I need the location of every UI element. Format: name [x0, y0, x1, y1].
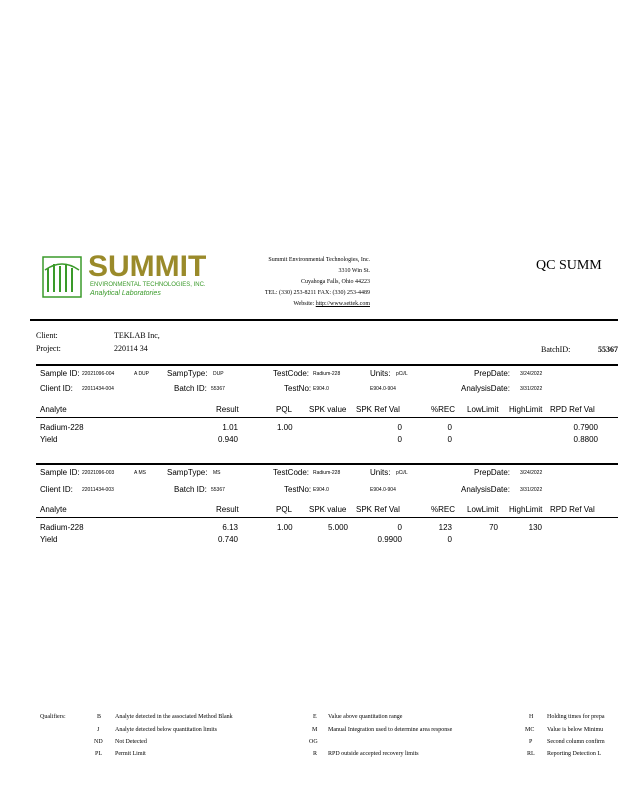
qualifier-code: B — [97, 714, 102, 720]
testno-value-2: E904.0-904 — [370, 487, 396, 493]
rec-cell: 0 — [447, 435, 452, 444]
qualifier-code: PL — [95, 751, 103, 757]
qualifier-text: Analyte detected below quantitation limits — [115, 727, 217, 733]
prepdate-label: PrepDate: — [474, 369, 511, 378]
testcode-label: TestCode: — [273, 468, 310, 477]
spkref-cell: 0.9900 — [377, 535, 402, 544]
testno-value: E904.0 — [313, 386, 329, 392]
rec-cell: 0 — [447, 423, 452, 432]
col-analyte: Analyte — [40, 505, 67, 514]
analyte-cell: Radium-228 — [40, 523, 84, 532]
qualifier-text: Value above quantitation range — [328, 714, 403, 720]
result-cell: 0.940 — [217, 435, 238, 444]
qualifier-code: ND — [94, 739, 103, 745]
col-spk-value: SPK value — [309, 505, 347, 514]
samptype-label: SampType: — [167, 369, 208, 378]
qualifiers-label: Qualifiers: — [40, 714, 66, 720]
website-label: Website: — [293, 301, 316, 307]
qualifier-text: Value is below Minimu — [547, 727, 604, 733]
spkref-cell: 0 — [397, 423, 402, 432]
logo-tagline: Analytical Laboratories — [90, 290, 161, 297]
col-highlimit: HighLimit — [509, 405, 543, 414]
result-cell: 1.01 — [222, 423, 238, 432]
block-1-header-rule — [36, 417, 618, 418]
qualifier-text: Holding times for prepa — [547, 714, 605, 720]
pql-cell: 1.00 — [277, 423, 293, 432]
qualifier-text: Second column confirm — [547, 739, 605, 745]
qualifier-code: J — [97, 727, 100, 733]
col-pql: PQL — [276, 405, 293, 414]
logo-wordmark: SUMMIT — [88, 250, 207, 283]
samptype-label: SampType: — [167, 468, 208, 477]
logo-mark-icon — [42, 256, 82, 298]
analysis-date-label: AnalysisDate: — [461, 485, 510, 494]
spk-cell: 5.000 — [327, 523, 348, 532]
analysis-date-label: AnalysisDate: — [461, 384, 510, 393]
analysis-date-value: 3/31/2022 — [520, 487, 543, 493]
report-title: QC SUMM — [536, 258, 602, 273]
logo-subline: ENVIRONMENTAL TECHNOLOGIES, INC. — [90, 282, 206, 288]
qualifier-code: H — [529, 714, 534, 720]
client-id-label: Client ID: — [40, 485, 73, 494]
testno-label: TestNo: — [284, 384, 312, 393]
qualifier-code: R — [313, 751, 318, 757]
batch-value: 55367 — [598, 345, 618, 354]
qualifier-code: E — [313, 714, 317, 720]
col-spk-value: SPK value — [309, 405, 347, 414]
client-value: TEKLAB Inc, — [114, 331, 160, 340]
rec-cell: 0 — [447, 535, 452, 544]
samptype-value: DUP — [213, 371, 224, 377]
qualifier-code: P — [529, 739, 533, 745]
col-rec: %REC — [431, 505, 456, 514]
units-label: Units: — [370, 369, 391, 378]
address-line-3: Cuyahoga Falls, Ohio 44223 — [301, 279, 370, 285]
qualifier-code: OG — [309, 739, 318, 745]
sample-id-value: 22021096-004 — [82, 371, 115, 377]
sample-code: A MS — [134, 470, 146, 476]
batch-label: BatchID: — [541, 345, 571, 354]
rec-cell: 123 — [438, 523, 452, 532]
testcode-value: Radium-228 — [313, 470, 341, 476]
rpdref-cell: 0.7900 — [573, 423, 598, 432]
col-pql: PQL — [276, 505, 293, 514]
col-lowlimit: LowLimit — [467, 405, 499, 414]
col-result: Result — [216, 405, 239, 414]
rpdref-cell: 0.8800 — [573, 435, 598, 444]
address-line-2: 3310 Win St. — [338, 268, 370, 274]
batch-id-value: 55367 — [211, 386, 225, 392]
qualifier-code: M — [312, 727, 318, 733]
units-label: Units: — [370, 468, 391, 477]
pql-cell: 1.00 — [277, 523, 293, 532]
testcode-value: Radium-228 — [313, 371, 341, 377]
client-id-value: 22011434-003 — [82, 487, 114, 493]
sample-code: A DUP — [134, 371, 150, 377]
sample-id-label: Sample ID: — [40, 369, 80, 378]
col-highlimit: HighLimit — [509, 505, 543, 514]
analysis-date-value: 3/31/2022 — [520, 386, 543, 392]
high-cell: 130 — [528, 523, 542, 532]
col-lowlimit: LowLimit — [467, 505, 499, 514]
address-line-5 — [218, 301, 370, 307]
batch-id-value: 55367 — [211, 487, 225, 493]
block-2-top-rule — [36, 463, 618, 465]
analyte-cell: Radium-228 — [40, 423, 84, 432]
project-value: 220114 34 — [114, 344, 148, 353]
client-id-value: 22011434-004 — [82, 386, 114, 392]
company-logo — [42, 250, 232, 302]
analyte-cell: Yield — [40, 435, 58, 444]
block-1-top-rule — [36, 364, 618, 366]
units-value: pCi/L — [396, 470, 408, 476]
sample-id-value: 22021096-003 — [82, 470, 115, 476]
qualifier-text: Analyte detected in the associated Method Blank — [115, 714, 233, 720]
address-line-4: TEL: (330) 253-8211 FAX: (330) 253-4489 — [264, 290, 370, 296]
col-analyte: Analyte — [40, 405, 67, 414]
project-label: Project: — [36, 344, 61, 353]
col-rpd-ref-val: RPD Ref Val — [550, 505, 595, 514]
qualifier-text: RPD outside accepted recovery limits — [328, 751, 419, 757]
qualifier-text: Manual Integration used to determine area response — [328, 727, 453, 733]
qualifier-code: MC — [525, 727, 535, 733]
batch-id-label: Batch ID: — [174, 485, 207, 494]
col-rec: %REC — [431, 405, 456, 414]
col-result: Result — [216, 505, 239, 514]
samptype-value: MS — [213, 470, 221, 476]
qualifier-text: Permit Limit — [115, 751, 146, 757]
batch-id-label: Batch ID: — [174, 384, 207, 393]
spkref-cell: 0 — [397, 435, 402, 444]
testno-value: E904.0 — [313, 487, 329, 493]
qualifier-code: RL — [527, 751, 535, 757]
address-line-1: Summit Environmental Technologies, Inc. — [268, 257, 370, 263]
result-cell: 0.740 — [217, 535, 238, 544]
block-2-header-rule — [36, 517, 618, 518]
col-rpd-ref-val: RPD Ref Val — [550, 405, 595, 414]
client-label: Client: — [36, 331, 58, 340]
prepdate-label: PrepDate: — [474, 468, 511, 477]
website-link[interactable]: http://www.settek.com — [315, 301, 370, 307]
spkref-cell: 0 — [397, 523, 402, 532]
sample-id-label: Sample ID: — [40, 468, 80, 477]
qualifier-text: Not Detected — [115, 739, 147, 745]
header-divider — [30, 319, 618, 321]
units-value: pCi/L — [396, 371, 408, 377]
analyte-cell: Yield — [40, 535, 58, 544]
col-spk-ref-val: SPK Ref Val — [356, 505, 400, 514]
low-cell: 70 — [489, 523, 498, 532]
client-id-label: Client ID: — [40, 384, 73, 393]
result-cell: 6.13 — [222, 523, 238, 532]
prepdate-value: 3/24/2022 — [520, 371, 543, 377]
testno-label: TestNo: — [284, 485, 312, 494]
qualifier-text: Reporting Detection L — [547, 751, 601, 757]
testcode-label: TestCode: — [273, 369, 310, 378]
col-spk-ref-val: SPK Ref Val — [356, 405, 400, 414]
testno-value-2: E904.0-904 — [370, 386, 396, 392]
prepdate-value: 3/24/2022 — [520, 470, 543, 476]
